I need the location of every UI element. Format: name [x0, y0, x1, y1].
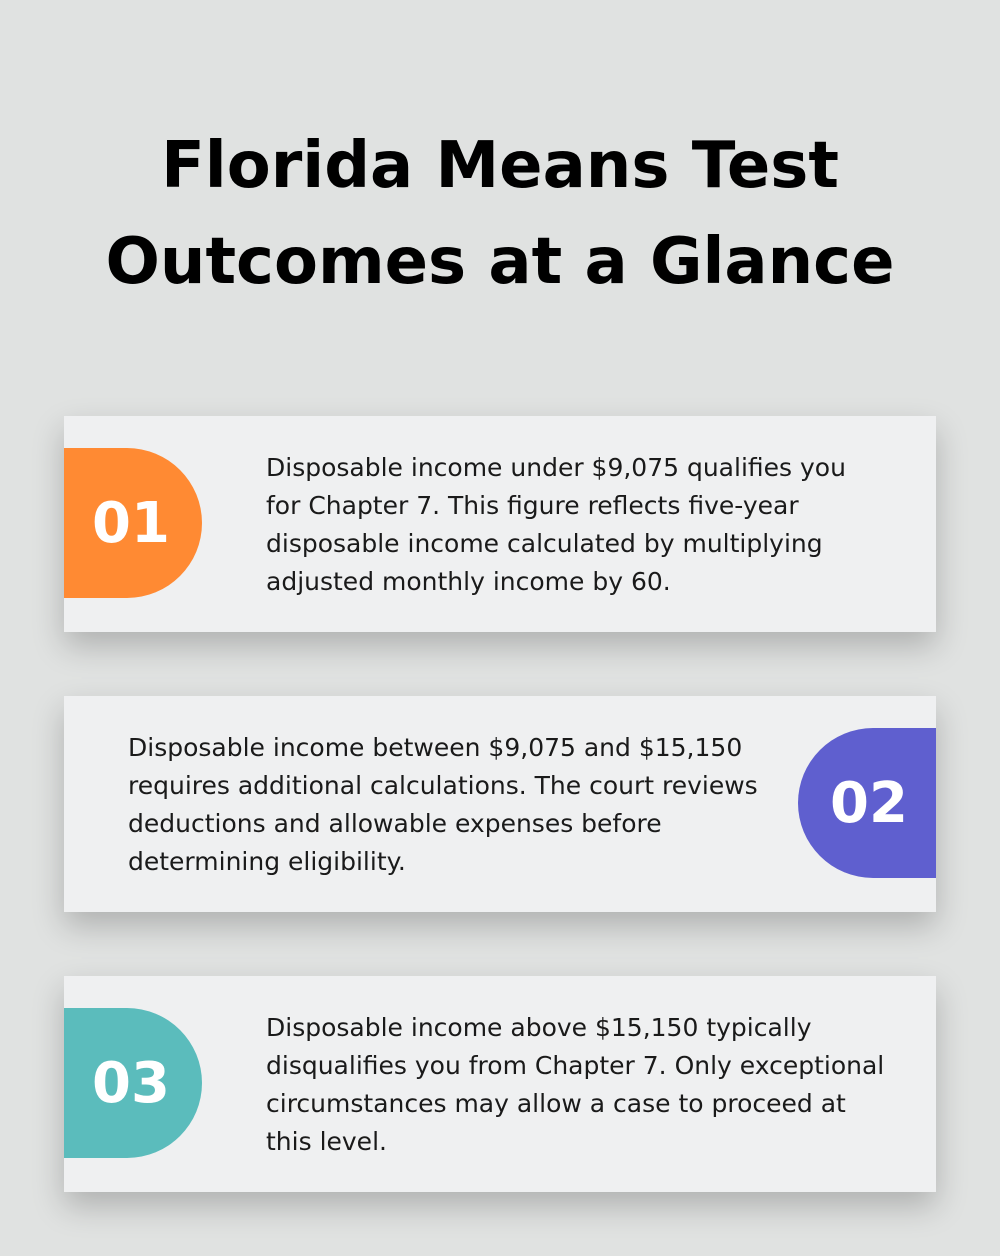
outcome-text-3: Disposable income above $15,150 typically disqualifies you from Chapter 7. Only exceptional circumstances may allow a case to proceed at this level. [266, 1013, 885, 1156]
step-number-badge-3: 03 [64, 1008, 202, 1158]
step-number-badge-1: 01 [64, 448, 202, 598]
outcome-card-1 [64, 416, 936, 632]
outcome-text-2: Disposable income between $9,075 and $15,150 requires additional calculations. The court reviews deductions and allowable expenses before determining eligibility. [128, 733, 758, 876]
step-number-badge-2: 02 [798, 728, 936, 878]
outcome-card-3 [64, 976, 936, 1192]
outcome-card-2 [64, 696, 936, 912]
outcome-text-1: Disposable income under $9,075 qualifies you for Chapter 7. This figure reflects five-year disposable income calculated by multiplying adjusted monthly income by 60. [266, 453, 846, 596]
page-title: Florida Means Test Outcomes at a Glance [105, 129, 895, 299]
